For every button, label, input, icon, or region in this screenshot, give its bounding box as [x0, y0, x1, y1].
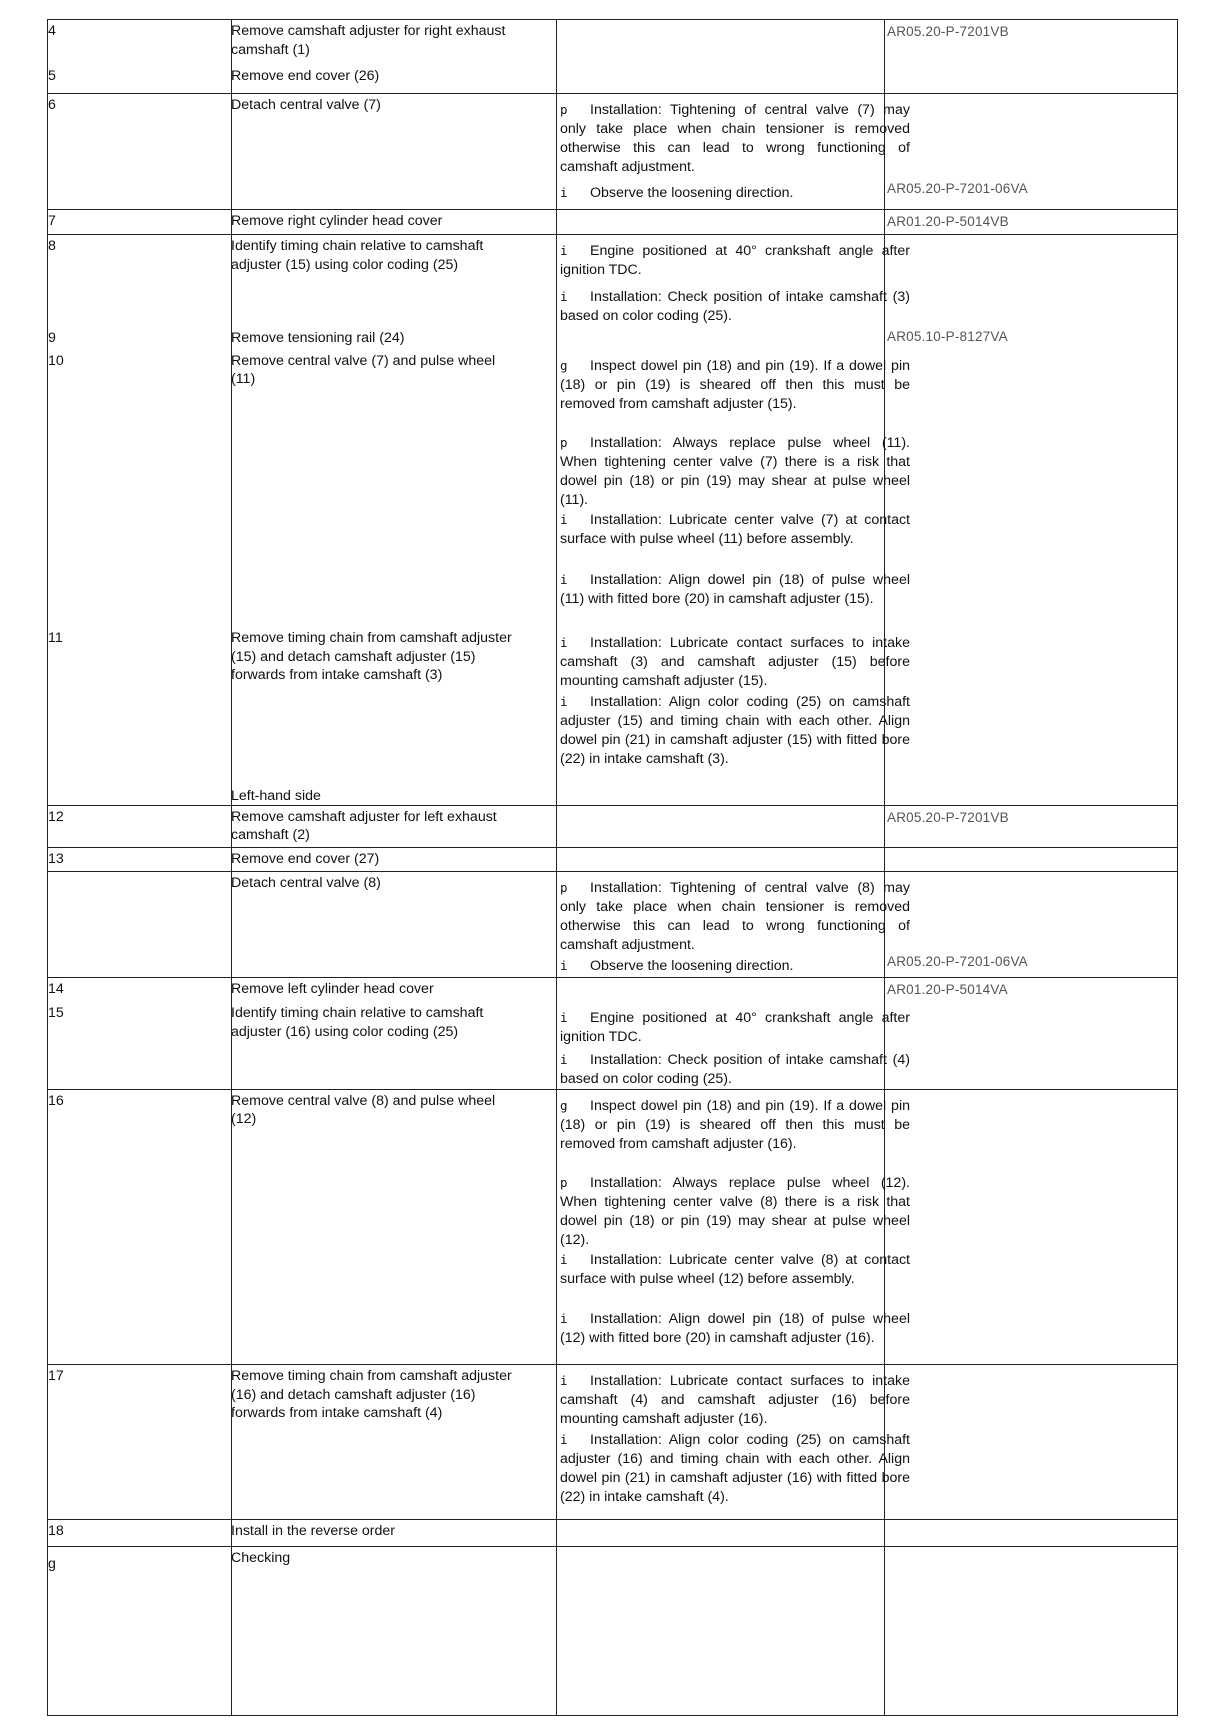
- step-number: 7: [48, 213, 56, 229]
- reference-code: AR01.20-P-5014VB: [887, 214, 1009, 229]
- note-text: [560, 510, 910, 549]
- info-icon: i: [560, 572, 568, 587]
- column-divider: [1177, 848, 1178, 871]
- note-text: [560, 433, 910, 510]
- note-body: Installation: Align color coding (25) on camshaft adjuster (16) and timing chain with each other. Align dowel pin (21) in camshaft adjuster (16) with fitted bore (22) in intake camshaft (4).: [560, 1432, 910, 1505]
- column-divider: [231, 1090, 232, 1364]
- action-text: Left-hand side: [231, 788, 321, 804]
- note-body: Installation: Tightening of central valve (7) may only take place when chain tensioner is removed otherwise this can lead to wrong functioning of camshaft adjustment.: [560, 102, 910, 175]
- column-divider: [1177, 1520, 1178, 1546]
- step-number: 15: [48, 1005, 64, 1021]
- column-divider: [231, 235, 232, 805]
- column-divider: [556, 20, 557, 93]
- note-text: [560, 692, 910, 769]
- info-icon: i: [560, 1252, 568, 1267]
- info-icon: i: [560, 694, 568, 709]
- note-text: [560, 241, 910, 280]
- table-row: [47, 19, 1178, 93]
- pointer-icon: p: [560, 102, 568, 117]
- column-divider: [1177, 94, 1178, 209]
- column-divider: [47, 872, 48, 977]
- column-divider: [556, 872, 557, 977]
- action-text: Detach central valve (7): [231, 97, 381, 113]
- table-row: [47, 1089, 1178, 1364]
- action-text: forwards from intake camshaft (3): [231, 667, 443, 683]
- table-row: [47, 1364, 1178, 1519]
- step-number: 12: [48, 809, 64, 825]
- action-text: Remove timing chain from camshaft adjuster: [231, 1368, 512, 1384]
- note-text: [560, 1371, 910, 1429]
- step-number: 5: [48, 68, 56, 84]
- info-icon: i: [560, 1432, 568, 1447]
- note-text: [560, 1050, 910, 1089]
- info-icon: i: [560, 512, 568, 527]
- note-text: [560, 956, 910, 976]
- column-divider: [1177, 1365, 1178, 1519]
- action-text: Remove central valve (8) and pulse wheel: [231, 1093, 496, 1109]
- table-row: [47, 1519, 1178, 1546]
- note-text: [560, 183, 910, 203]
- column-divider: [47, 1365, 48, 1519]
- check-icon: g: [560, 1098, 568, 1113]
- step-number: 13: [48, 851, 64, 867]
- column-divider: [556, 1547, 557, 1716]
- note-text: [560, 1173, 910, 1250]
- info-icon: i: [560, 958, 568, 973]
- step-number: 9: [48, 330, 56, 346]
- procedure-table: [47, 19, 1178, 1716]
- column-divider: [1177, 210, 1178, 234]
- note-text: [560, 1430, 910, 1507]
- action-text: adjuster (15) using color coding (25): [231, 257, 459, 273]
- column-divider: [47, 235, 48, 805]
- note-body: Inspect dowel pin (18) and pin (19). If a dowel pin (18) or pin (19) is sheared off then this must be removed from camshaft adjuster (15).: [560, 358, 910, 412]
- table-row: [47, 847, 1178, 871]
- note-text: [560, 878, 910, 955]
- note-body: Engine positioned at 40° crankshaft angle after ignition TDC.: [560, 243, 910, 278]
- note-text: [560, 570, 910, 609]
- column-divider: [556, 978, 557, 1089]
- note-text: [560, 356, 910, 414]
- action-text: Remove end cover (27): [231, 851, 380, 867]
- column-divider: [556, 848, 557, 871]
- note-body: Observe the loosening direction.: [590, 958, 794, 974]
- note-text: [560, 1008, 910, 1047]
- column-divider: [884, 806, 885, 847]
- table-bottom-border: [47, 1715, 1178, 1716]
- column-divider: [884, 1520, 885, 1546]
- note-text: [560, 287, 910, 326]
- note-text: [560, 633, 910, 691]
- column-divider: [1177, 235, 1178, 805]
- column-divider: [884, 848, 885, 871]
- info-icon: i: [560, 1373, 568, 1388]
- step-number: 11: [48, 630, 63, 646]
- action-text: Remove camshaft adjuster for right exhaust: [231, 23, 506, 39]
- action-text: adjuster (16) using color coding (25): [231, 1024, 459, 1040]
- note-body: Inspect dowel pin (18) and pin (19). If a dowel pin (18) or pin (19) is sheared off then this must be removed from camshaft adjuster (16).: [560, 1098, 910, 1152]
- note-body: Installation: Check position of intake camshaft (3) based on color coding (25).: [560, 289, 910, 324]
- reference-code: AR01.20-P-5014VA: [887, 982, 1008, 997]
- column-divider: [884, 20, 885, 93]
- column-divider: [231, 1547, 232, 1716]
- step-number: 10: [48, 353, 64, 369]
- column-divider: [556, 235, 557, 805]
- note-body: Installation: Lubricate contact surfaces to intake camshaft (3) and camshaft adjuster (15) before mounting camshaft adjuster (15).: [560, 635, 910, 689]
- note-body: Installation: Lubricate center valve (7) at contact surface with pulse wheel (11) before assembly.: [560, 512, 910, 547]
- note-body: Installation: Tightening of central valve (8) may only take place when chain tensioner is removed otherwise this can lead to wrong functioning of camshaft adjustment.: [560, 880, 910, 953]
- action-text: Identify timing chain relative to camshaft: [231, 1005, 484, 1021]
- table-row: [47, 234, 1178, 805]
- action-text: Remove timing chain from camshaft adjuster: [231, 630, 512, 646]
- action-text: Identify timing chain relative to camshaft: [231, 238, 484, 254]
- info-icon: i: [560, 635, 568, 650]
- check-icon: g: [560, 358, 568, 373]
- action-text: (11): [231, 371, 256, 387]
- action-text: (16) and detach camshaft adjuster (16): [231, 1387, 476, 1403]
- note-body: Installation: Lubricate contact surfaces to intake camshaft (4) and camshaft adjuster (16) before mounting camshaft adjuster (16).: [560, 1373, 910, 1427]
- column-divider: [556, 1090, 557, 1364]
- info-icon: i: [560, 243, 568, 258]
- action-text: Detach central valve (8): [231, 875, 381, 891]
- column-divider: [556, 94, 557, 209]
- column-divider: [1177, 20, 1178, 93]
- action-text: camshaft (2): [231, 827, 310, 843]
- column-divider: [1177, 806, 1178, 847]
- table-row: [47, 1546, 1178, 1716]
- reference-code: AR05.20-P-7201VB: [887, 810, 1009, 825]
- column-divider: [884, 1547, 885, 1716]
- pointer-icon: p: [560, 880, 568, 895]
- note-body: Installation: Align dowel pin (18) of pulse wheel (12) with fitted bore (20) in camshaft adjuster (16).: [560, 1311, 910, 1346]
- note-body: Installation: Always replace pulse wheel (12). When tightening center valve (8) there is a risk that dowel pin (18) or pin (19) may shear at pulse wheel (12).: [560, 1175, 910, 1248]
- column-divider: [1177, 872, 1178, 977]
- step-number: 17: [48, 1368, 64, 1384]
- note-body: Engine positioned at 40° crankshaft angle after ignition TDC.: [560, 1010, 910, 1045]
- step-number: 16: [48, 1093, 64, 1109]
- note-body: Observe the loosening direction.: [590, 185, 794, 201]
- note-body: Installation: Lubricate center valve (8) at contact surface with pulse wheel (12) before assembly.: [560, 1252, 910, 1287]
- info-icon: i: [560, 289, 568, 304]
- column-divider: [556, 1520, 557, 1546]
- table-row: [47, 977, 1178, 1089]
- column-divider: [47, 1090, 48, 1364]
- action-text: Install in the reverse order: [231, 1523, 396, 1539]
- column-divider: [1177, 1090, 1178, 1364]
- note-body: Installation: Align dowel pin (18) of pulse wheel (11) with fitted bore (20) in camshaft adjuster (15).: [560, 572, 910, 607]
- table-row: [47, 871, 1178, 977]
- action-text: Remove left cylinder head cover: [231, 981, 434, 997]
- note-text: [560, 100, 910, 177]
- column-divider: [556, 210, 557, 234]
- pointer-icon: p: [560, 1175, 568, 1190]
- note-text: [560, 1309, 910, 1348]
- table-row: [47, 805, 1178, 847]
- reference-code: AR05.10-P-8127VA: [887, 329, 1008, 344]
- note-body: Installation: Always replace pulse wheel (11). When tightening center valve (7) there is a risk that dowel pin (18) or pin (19) may shear at pulse wheel (11).: [560, 435, 910, 508]
- action-text: Remove tensioning rail (24): [231, 330, 405, 346]
- note-text: [560, 1096, 910, 1154]
- action-text: camshaft (1): [231, 42, 310, 58]
- action-text: Checking: [231, 1550, 291, 1566]
- info-icon: i: [560, 1052, 568, 1067]
- reference-code: AR05.20-P-7201-06VA: [887, 181, 1028, 196]
- action-text: (12): [231, 1111, 257, 1127]
- step-number: 8: [48, 238, 56, 254]
- column-divider: [1177, 1547, 1178, 1716]
- table-row: [47, 209, 1178, 234]
- step-number: g: [48, 1556, 56, 1572]
- info-icon: i: [560, 185, 568, 200]
- step-number: 14: [48, 981, 64, 997]
- action-text: Remove end cover (26): [231, 68, 380, 84]
- reference-code: AR05.20-P-7201-06VA: [887, 954, 1028, 969]
- action-text: Remove camshaft adjuster for left exhaust: [231, 809, 497, 825]
- action-text: Remove central valve (7) and pulse wheel: [231, 353, 496, 369]
- action-text: (15) and detach camshaft adjuster (15): [231, 649, 476, 665]
- action-text: forwards from intake camshaft (4): [231, 1405, 443, 1421]
- step-number: 4: [48, 23, 56, 39]
- note-text: [560, 1250, 910, 1289]
- column-divider: [1177, 978, 1178, 1089]
- step-number: 18: [48, 1523, 64, 1539]
- note-body: Installation: Check position of intake camshaft (4) based on color coding (25).: [560, 1052, 910, 1087]
- info-icon: i: [560, 1311, 568, 1326]
- pointer-icon: p: [560, 435, 568, 450]
- action-text: Remove right cylinder head cover: [231, 213, 443, 229]
- step-number: 6: [48, 97, 56, 113]
- note-body: Installation: Align color coding (25) on camshaft adjuster (15) and timing chain with each other. Align dowel pin (21) in camshaft adjuster (15) with fitted bore (22) in intake camshaft (3).: [560, 694, 910, 767]
- column-divider: [884, 210, 885, 234]
- column-divider: [556, 1365, 557, 1519]
- info-icon: i: [560, 1010, 568, 1025]
- table-row: [47, 93, 1178, 209]
- column-divider: [556, 806, 557, 847]
- reference-code: AR05.20-P-7201VB: [887, 24, 1009, 39]
